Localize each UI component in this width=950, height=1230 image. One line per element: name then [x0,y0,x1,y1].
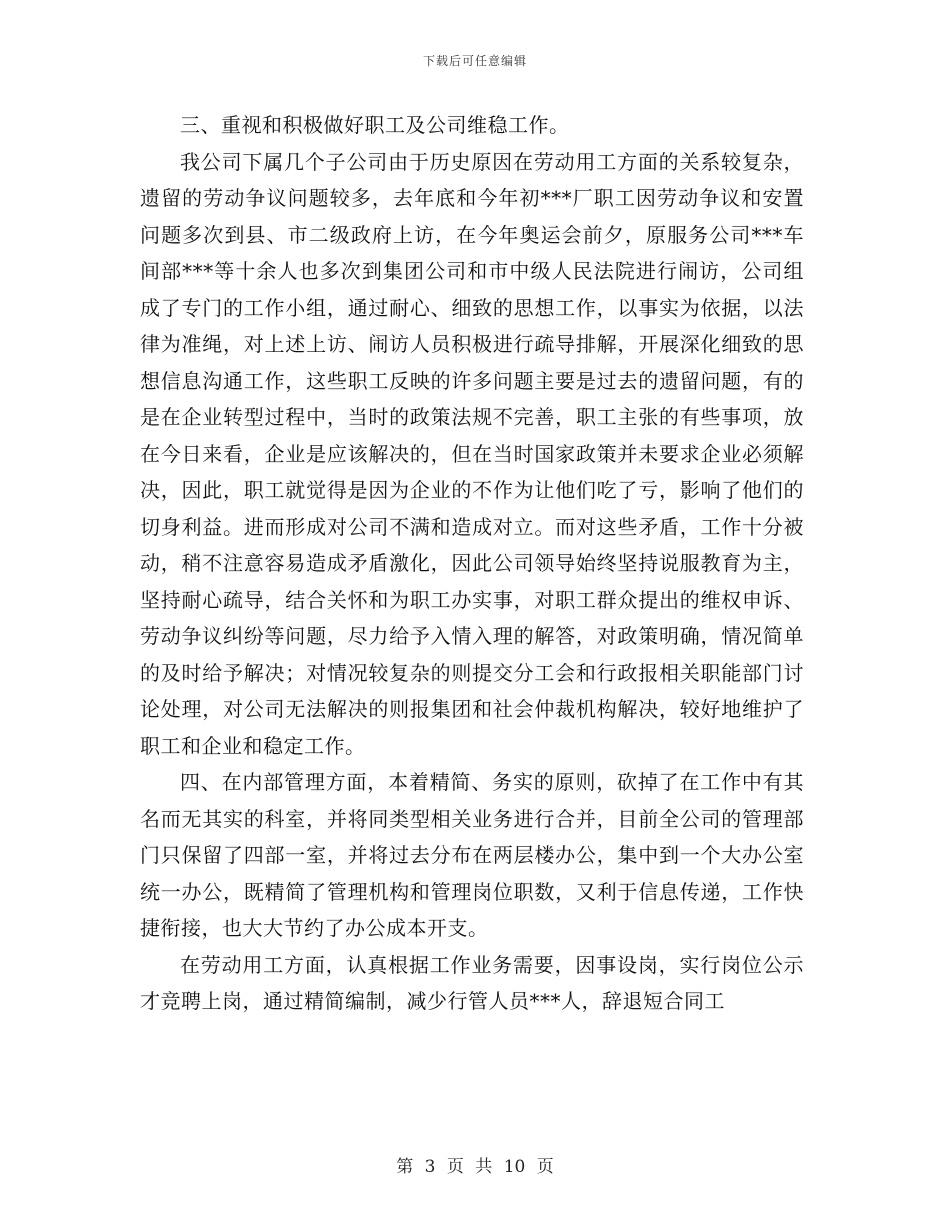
paragraph-internal-management: 四、在内部管理方面，本着精简、务实的原则，砍掉了在工作中有其名而无其实的科室，并将同类型相关业务进行合并，目前全公司的管理部门只保留了四部一室，并将过去分布在两层楼办公，集中到一个大办公室统一办公，既精简了管理机构和管理岗位职数，又利于信息传递，工作快捷衔接，也大大节约了办公成本开支。 [140,770,804,940]
page-header: 下载后可任意编辑 [422,54,527,68]
paragraph-section-three-heading: 三、重视和积极做好职工及公司维稳工作。 [180,113,570,137]
paragraph-labor-employment: 在劳动用工方面，认真根据工作业务需要，因事设岗，实行岗位公示才竞聘上岗，通过精简编制，减少行管人员***人，辞退短合同工 [140,952,804,1013]
document-body [140,107,804,1020]
page-number-footer: 第 3 页 共 10 页 [396,1157,554,1177]
paragraph-stability-work: 我公司下属几个子公司由于历史原因在劳动用工方面的关系较复杂，遗留的劳动争议问题较多，去年底和今年初***厂职工因劳动争议和安置问题多次到县、市二级政府上访，在今年奥运会前夕，原服务公司***车间部***等十余人也多次到集团公司和市中级人民法院进行闹访，公司组成了专门的工作小组，通过耐心、细致的思想工作，以事实为依据，以法律为准绳，对上述上访、闹访人员积极进行疏导排解，开展深化细致的思想信息沟通工作，这些职工反映的许多问题主要是过去的遗留问题，有的是在企业转型过程中，当时的政策法规不完善，职工主张的有些事项，放在今日来看，企业是应该解决的，但在当时国家政策并未要求企业必须解决，因此，职工就觉得是因为企业的不作为让他们吃了亏，影响了他们的切身利益。进而形成对公司不满和造成对立。而对这些矛盾，工作十分被动，稍不注意容易造成矛盾激化，因此公司领导始终坚持说服教育为主，坚持耐心疏导，结合关怀和为职工办实事，对职工群众提出的维权申诉、劳动争议纠纷等问题，尽力给予入情入理的解答，对政策明确，情况简单的及时给予解决；对情况较复杂的则提交分工会和行政报相关职能部门讨论处理，对公司无法解决的则报集团和社会仲裁机构解决，较好地维护了职工和企业和稳定工作。 [140,149,804,758]
